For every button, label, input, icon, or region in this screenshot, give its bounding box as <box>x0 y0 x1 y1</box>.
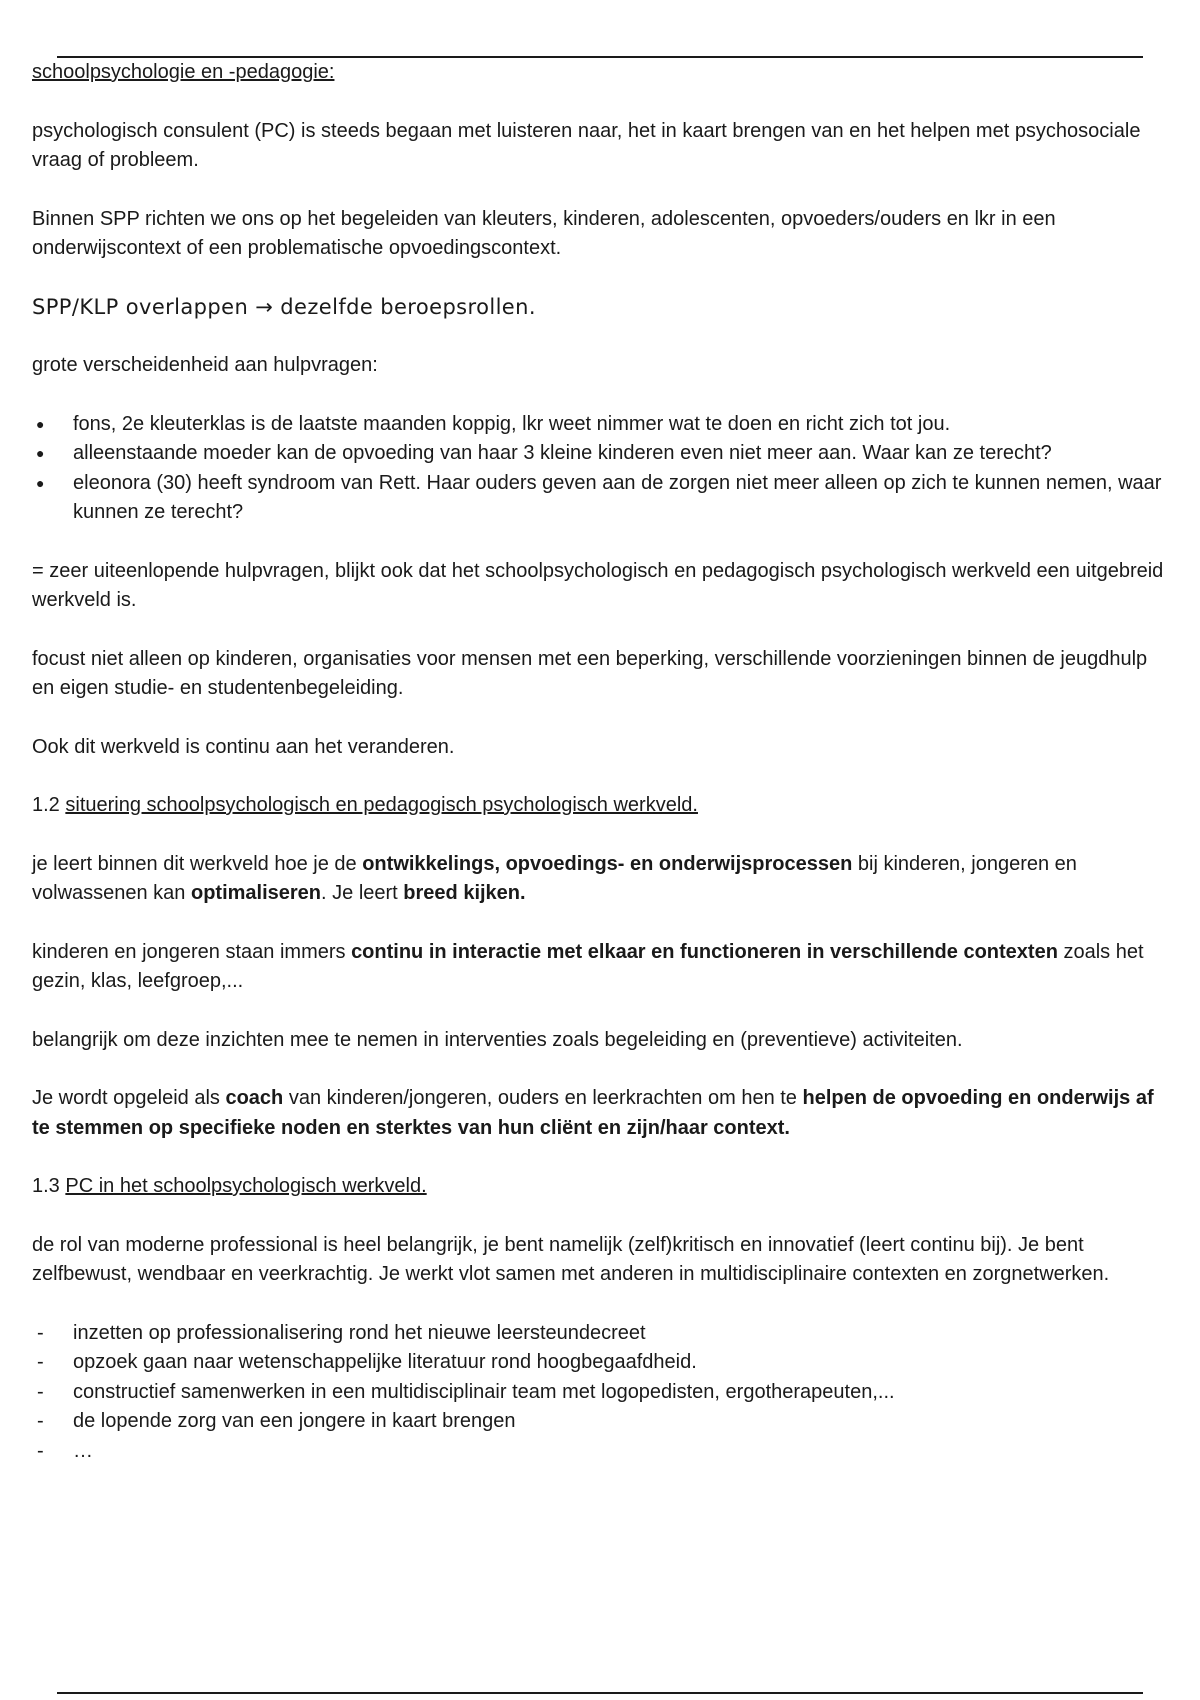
section-number: 1.2 <box>32 794 60 816</box>
bold-text: continu in interactie met elkaar en functioneren in verschillende contexten <box>351 940 1058 963</box>
intro-paragraph-3: SPP/KLP overlappen → dezelfde beroepsrollen. <box>32 294 536 319</box>
after-examples-paragraph-2: focust niet alleen op kinderen, organisaties voor mensen met een beperking, verschillende voorzieningen binnen de jeugdhulp en eigen studie- en studentenbegeleiding. <box>32 647 1148 699</box>
text-run: . Je leert <box>321 882 404 904</box>
text-run: van kinderen/jongeren, ouders en leerkrachten om hen te <box>283 1087 803 1109</box>
section-1-2-paragraph-2 <box>32 938 1172 997</box>
section-1-2-paragraph-1 <box>32 850 1172 909</box>
section-1-3-paragraph-1: de rol van moderne professional is heel belangrijk, je bent namelijk (zelf)kritisch en innovatief (leert continu bij). Je bent zelfbewust, wendbaar en veerkrachtig. Je werkt vlot samen met anderen in multidisciplinaire contexten en zorgnetwerken. <box>32 1233 1110 1285</box>
after-examples-paragraph-1: = zeer uiteenlopende hulpvragen, blijkt ook dat het schoolpsychologisch en pedagogisch psychologisch werkveld een uitgebreid werkveld is. <box>32 559 1164 611</box>
section-1-3-heading <box>32 1172 1172 1202</box>
text-run: zoals het gezin, klas, leefgroep,... <box>32 940 1144 992</box>
list-item: - … <box>32 1437 1172 1467</box>
footer-rule <box>57 1692 1143 1694</box>
text-run: je leert binnen dit werkveld hoe je de <box>32 852 363 875</box>
list-item: ● fons, 2e kleuterklas is de laatste maanden koppig, lkr weet nimmer wat te doen en richt zich tot jou. <box>32 410 1172 440</box>
intro-paragraph-4: grote verscheidenheid aan hulpvragen: <box>32 354 378 376</box>
section-1-2-heading <box>32 791 1172 821</box>
text-run: Je wordt opgeleid als <box>32 1087 226 1109</box>
bold-text: helpen de opvoeding en onderwijs af te stemmen op specifieke noden en sterktes van hun cliënt en zijn/haar context. <box>32 1087 1154 1139</box>
section-number: 1.3 <box>32 1175 60 1197</box>
list-item: - constructief samenwerken in een multidisciplinair team met logopedisten, ergotherapeuten,... <box>32 1378 1172 1408</box>
text-run: bij kinderen, jongeren en volwassenen kan <box>32 852 1077 904</box>
tasks-list <box>32 1319 1172 1467</box>
section-title: situering schoolpsychologisch en pedagogisch psychologisch werkveld. <box>65 794 698 816</box>
list-item: ● alleenstaande moeder kan de opvoeding van haar 3 kleine kinderen even niet meer aan. Waar kan ze terecht? <box>32 439 1172 469</box>
bold-text: coach <box>225 1087 284 1109</box>
after-examples-paragraph-3: Ook dit werkveld is continu aan het veranderen. <box>32 735 455 758</box>
intro-paragraph-1: psychologisch consulent (PC) is steeds begaan met luisteren naar, het in kaart brengen van en het helpen met psychosociale vraag of probleem. <box>32 119 1141 171</box>
list-item: - opzoek gaan naar wetenschappelijke literatuur rond hoogbegaafdheid. <box>32 1348 1172 1378</box>
examples-list <box>32 410 1172 528</box>
bold-text: optimaliseren <box>190 882 322 904</box>
document-page <box>32 58 1172 1495</box>
document-title-text: schoolpsychologie en -pedagogie: <box>32 61 335 83</box>
section-1-2-paragraph-4 <box>32 1084 1172 1143</box>
intro-paragraph-2: Binnen SPP richten we ons op het begeleiden van kleuters, kinderen, adolescenten, opvoeders/ouders en lkr in een onderwijscontext of een problematische opvoedingscontext. <box>32 207 1056 259</box>
bold-text: breed kijken. <box>403 882 526 904</box>
document-title <box>32 58 1172 88</box>
bold-text: ontwikkelings, opvoedings- en onderwijsprocessen <box>362 852 853 875</box>
section-1-2-paragraph-3: belangrijk om deze inzichten mee te nemen in interventies zoals begeleiding en (preventieve) activiteiten. <box>32 1028 963 1051</box>
text-run: kinderen en jongeren staan immers <box>32 940 352 963</box>
section-title: PC in het schoolpsychologisch werkveld. <box>65 1175 427 1197</box>
list-item: - de lopende zorg van een jongere in kaart brengen <box>32 1407 1172 1437</box>
list-item: - inzetten op professionalisering rond het nieuwe leersteundecreet <box>32 1319 1172 1349</box>
list-item: ● eleonora (30) heeft syndroom van Rett. Haar ouders geven aan de zorgen niet meer alleen op zich te kunnen nemen, waar kunnen ze terecht? <box>32 469 1172 528</box>
